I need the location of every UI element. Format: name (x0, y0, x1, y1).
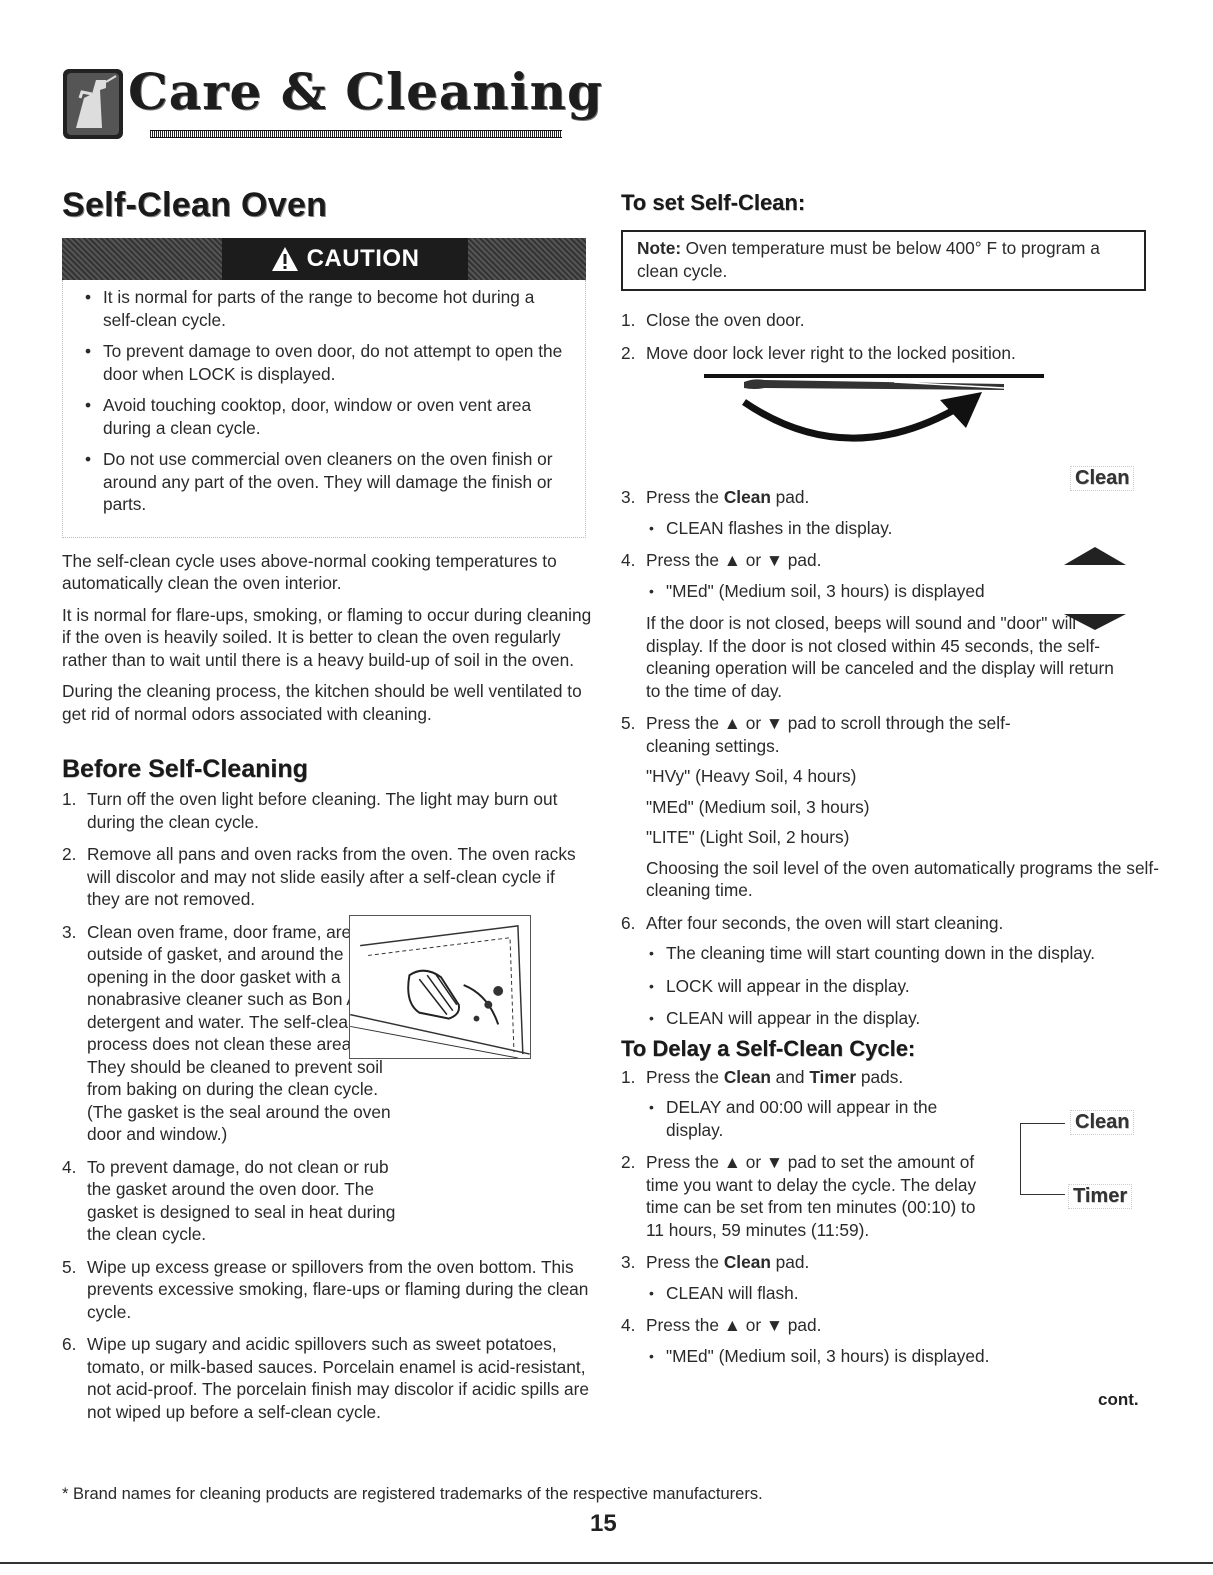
caution-banner (62, 238, 586, 280)
step-text: pad. (770, 1252, 810, 1272)
step-text: Press the ▲ or ▼ pad to set the amount of time you want to delay the cycle. The delay time can be set from ten minutes (00:10) to 11 hours, 59 minutes (11:59). (646, 1152, 977, 1240)
step-paragraph: If the door is not closed, beeps will sound and "door" will display. If the door is not closed within 45 seconds, the self-cleaning operation will be canceled and the display will return to the time of day. (646, 613, 1114, 701)
footnote: * Brand names for cleaning products are registered trademarks of the respective manufacturers. (62, 1485, 763, 1503)
step-item (621, 309, 1161, 332)
step-text: and (770, 1066, 810, 1087)
step-item (621, 1314, 1161, 1367)
set-self-clean-title: To set Self-Clean: (621, 190, 806, 215)
soil-option: "HVy" (Heavy Soil, 4 hours) (646, 766, 857, 786)
pad-bracket (1020, 1123, 1065, 1195)
step-item (621, 486, 1161, 539)
bullet-item: • DELAY and 00:00 will appear in the display. (646, 1096, 946, 1141)
step-number: 4. (62, 1156, 77, 1177)
step-text: Turn off the oven light before cleaning. The light may burn out during the clean cycle. (87, 789, 558, 832)
step-text: Remove all pans and oven racks from the oven. The oven racks will discolor and may not slide easily after a self-clean cycle if they are not removed. (87, 844, 576, 909)
intro-paragraph: It is normal for flare-ups, smoking, or flaming to occur during cleaning if the oven is heavily soiled. It is better to clean the oven regularly rather than to wait until there is a heavy build-up of soil in the oven. (62, 604, 592, 670)
step-number: 1. (62, 789, 77, 809)
step-number: 1. (621, 310, 636, 330)
gasket-illustration (349, 915, 531, 1059)
clean-keyword: Clean (723, 487, 771, 507)
step-number: 5. (621, 713, 636, 733)
step-text: Press the ▲ or ▼ pad. (646, 1315, 822, 1335)
before-steps (62, 788, 592, 1423)
step-number: 2. (62, 844, 77, 864)
down-arrow-pad-icon (1060, 612, 1130, 632)
step-text: Press the ▲ or ▼ pad. (646, 550, 822, 570)
caution-item: • To prevent damage to oven door, do not attempt to open the door when LOCK is displayed. (75, 340, 571, 385)
timer-keyword: Timer (809, 1066, 857, 1087)
left-column (62, 186, 592, 1433)
intro-paragraph: During the cleaning process, the kitchen should be well ventilated to get rid of normal odors associated with cleaning. (62, 681, 582, 724)
step-text: Wipe up excess grease or spillovers from the oven bottom. This prevents excessive smoking, flare-ups or flaming during the clean cycle. (87, 1256, 589, 1322)
step-item (621, 712, 1161, 902)
bullet-item: • CLEAN will flash. (646, 1282, 1161, 1305)
step-item (621, 342, 1161, 471)
door-lock-lever-diagram (704, 370, 1044, 470)
soil-option: "MEd" (Medium soil, 3 hours) (646, 796, 870, 817)
step-text: Press the (646, 1066, 724, 1087)
step-item (62, 843, 592, 911)
continued-label: cont. (1098, 1390, 1139, 1409)
step-text: Close the oven door. (646, 310, 805, 330)
step-number: 6. (62, 1334, 77, 1354)
caution-item: • Avoid touching cooktop, door, window or oven vent area during a clean cycle. (75, 394, 571, 439)
page-header (62, 60, 603, 160)
clean-pad-label: Clean (1070, 1110, 1134, 1135)
set-steps (621, 309, 1161, 1030)
clean-keyword: Clean (723, 1066, 771, 1087)
bullet-item: • LOCK will appear in the display. (646, 975, 1161, 998)
bullet-item: • CLEAN flashes in the display. (646, 517, 1161, 540)
bottom-rule (0, 1562, 1213, 1564)
warning-icon (271, 246, 299, 272)
step-text: After four seconds, the oven will start cleaning. (646, 912, 1004, 933)
caution-item: • Do not use commercial oven cleaners on the oven finish or around any part of the oven. They will damage the finish or parts. (75, 448, 571, 516)
soil-option: "LITE" (Light Soil, 2 hours) (646, 827, 850, 847)
step-text: Press the (646, 1252, 724, 1272)
step-number: 3. (621, 1252, 636, 1272)
step-item (62, 1333, 592, 1423)
step-item (62, 1256, 592, 1324)
intro-paragraph: The self-clean cycle uses above-normal cooking temperatures to automatically clean the oven interior. (62, 550, 557, 593)
step-text: Move door lock lever right to the locked position. (646, 342, 1016, 363)
step-number: 3. (621, 487, 636, 507)
note-box (621, 230, 1146, 291)
step-text: pad. (770, 487, 810, 507)
timer-pad-label: Timer (1068, 1184, 1132, 1209)
spray-bottle-icon (62, 68, 124, 140)
before-title: Before Self-Cleaning (62, 755, 308, 783)
step-bullets (646, 580, 1161, 603)
up-arrow-pad-icon (1060, 545, 1130, 567)
step-text: Clean oven frame, door frame, area outside of gasket, and around the opening in the door gasket with a nonabrasive cleaner such as Bon Ami* or detergent and water. The self-cleaning process does not clean these areas. They should be cleaned to prevent soil from baking on during the clean cycle. (The gasket is the seal around the oven door and window.) (87, 921, 404, 1144)
step-bullets (646, 517, 1161, 540)
page-number: 15 (590, 1510, 617, 1537)
step-item (621, 1251, 1161, 1304)
note-label: Note: (637, 238, 682, 258)
step-number: 4. (621, 550, 636, 570)
step-number: 5. (62, 1256, 77, 1277)
bullet-item: • CLEAN will appear in the display. (646, 1007, 1161, 1030)
note-text: Oven temperature must be below 400° F to program a clean cycle. (637, 238, 1100, 281)
step-item (62, 788, 592, 833)
page-title: Care & Cleaning (128, 62, 603, 121)
step-text: pads. (856, 1066, 904, 1087)
step-item (621, 912, 1161, 1030)
step-item (62, 1156, 592, 1246)
step-number: 2. (621, 1152, 636, 1172)
bullet-item: • "MEd" (Medium soil, 3 hours) is displayed (646, 580, 1161, 603)
bullet-item: • "MEd" (Medium soil, 3 hours) is displayed. (646, 1345, 1161, 1368)
caution-label: CAUTION (306, 245, 420, 272)
step-bullets (646, 942, 1161, 1030)
step-paragraph: Choosing the soil level of the oven automatically programs the self-cleaning time. (646, 857, 1159, 900)
step-text: Press the ▲ or ▼ pad to scroll through the self-cleaning settings. (646, 713, 1011, 756)
step-number: 6. (621, 912, 636, 933)
step-number: 3. (62, 921, 77, 942)
step-number: 1. (621, 1066, 636, 1087)
bullet-item: • The cleaning time will start counting down in the display. (646, 942, 1161, 965)
step-text: To prevent damage, do not clean or rub the gasket around the oven door. The gasket is designed to seal in heat during the clean cycle. (87, 1156, 396, 1244)
step-bullets (646, 1345, 1161, 1368)
step-number: 2. (621, 342, 636, 363)
step-number: 4. (621, 1315, 636, 1335)
delay-title: To Delay a Self-Clean Cycle: (621, 1035, 916, 1061)
clean-keyword: Clean (723, 1252, 771, 1272)
step-bullets (646, 1282, 1161, 1305)
header-rule (150, 130, 562, 138)
section-title: Self-Clean Oven (62, 186, 328, 224)
caution-item: • It is normal for parts of the range to become hot during a self-clean cycle. (75, 286, 571, 331)
step-text: Wipe up sugary and acidic spillovers such as sweet potatoes, tomato, or milk-based sauces. Porcelain enamel is acid-resistant, not acid-proof. The porcelain finish may discolor if acidic spills are not wiped up before a self-clean cycle. (87, 1334, 590, 1422)
step-text: Press the (646, 487, 724, 507)
caution-list (62, 280, 586, 538)
clean-pad-label: Clean (1070, 466, 1134, 491)
